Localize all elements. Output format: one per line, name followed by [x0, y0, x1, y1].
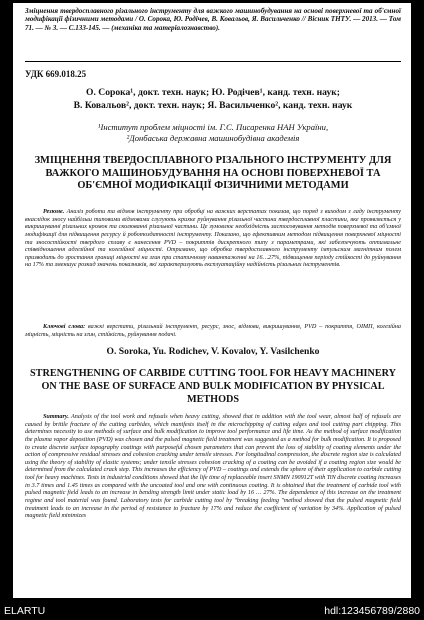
affiliations	[23, 122, 403, 143]
abstract-text: Аналіз роботи та відмов інструменту при обробці на важких верстатах показав, що поряд з виходом з ладу інструменту внаслідок зносу найбільш типовими відмовами слугують крихке руйнування різальної частини твердосплавної пластини, яке проявляється у викришуванні різальних кромок та сколюванні різальної частини. Це зумовлює необхідність застосовування методів поверхневої та об'ємної модифікації для підвищення ресурсу й роботоздатності інструменту. Показано, що ефективним методом підвищення поверхневої міцності та зносостійкості твердого сплаву є нанесення PVD – покриттів дискретного типу з параметрами, які забезпечують оптимальне співвідношення адгезійної та когезійної міцності. Отримано, що обробка твердосплавного інструменту імпульсним магнітним полем призводить до зростання границі міцності на згин при статичному навантаженні на 16…27%, підвищення періоду стійкості до руйнування на 17% та зменшує розкид значень показників, які характеризують експлуатаційну надійність різальних інструментів.	[25, 209, 401, 269]
keywords-ua	[25, 324, 401, 339]
handle-link[interactable]: hdl:123456789/2880	[324, 605, 420, 617]
authors-en: O. Soroka, Yu. Rodichev, V. Kovalov, Y. Vasilchenko	[106, 346, 320, 357]
affiliation-2: ²Донбаська державна машинобудівна академія	[126, 132, 300, 143]
summary-text: Analysis of the tool work and refusals when heavy cutting, showed that in addition with the tool wear, almost half of refusals are caused by brittle fracture of the cutting carbides, which manifests itself in the microchipping of cutting edges and tool cutting part chipping. This determines necessity to use methods of surface and bulk modification to improve tool performance and life time. As the method of surface modification the plasma vapor deposition (PVD) was chosen and the pulsed magnetic field treatment was suggested as a method for bulk modification. It is proposed to create discrete surface topography coatings with purposeful chosen parameters that can prevent the loss of stability of coating elements under the action of compressive residual stresses and cohesion cracking under tensile stresses. For longitudinal compression, the discrete region size is calculated using the theory of stability of elastic systems; under tensile stresses cohesion cracking of a coating can be avoided if a coating region size would be determined from the calculated crack step. This increases the efficiency of PVD – coatings and extends the sphere of their application to carbide cutting tool for heavy machines. Tests in industrial conditions showed that the life time of replaceable insert SNMN 190912T with TiN discrete coating increases in 3.7 times and 1.45 times as compared with the uncoated tool and one with continuous coating. It is obtained that the treatment of carbide tool with pulsed magnetic field leads to an increase in bending strength limit under static load by 16 … 27%. The dependence of this increase on the treatment regime and tool material was found. Laboratory tests for carbide cutting tool by "breaking feeding "method showed that the pulsed magnetic field treatment leads to an increase in the period of resistance to fracture by 17% and reduce the coefficient of variation by 34%. Application of pulsed magnetic field minimizes	[25, 414, 401, 520]
document-page	[13, 3, 411, 598]
authors-ua	[23, 87, 403, 112]
keywords-text: важкі верстати, різальний інструмент, ресурс, знос, відмови, викришування, PVD – покриття, ОІМП, когезійна міцність, міцність на згин, стійкість, руйнування подачі.	[25, 324, 401, 338]
summary-en	[25, 414, 401, 521]
keywords-label: Ключові слова:	[43, 324, 86, 330]
citation-header: Зміцнення твердосплавного різального інструменту для важкого машинобудування на основі поверхневої та об'ємної модифікації фізичними методами / О. Сорока, Ю. Родічев, В. Ковальов, Я. Васильченко // Вісник ТНТУ. — 2013. — Том 71. — № 3. — С.133-145. — (механіка та матеріалознавство).	[25, 7, 401, 32]
abstract-ua	[25, 209, 401, 270]
authors-line-2: В. Ковальов², докт. техн. наук; Я. Васильченко², канд. техн. наук	[73, 99, 353, 111]
udk-code: УДК 669.018.25	[25, 69, 87, 79]
abstract-label: Резюме.	[43, 209, 65, 215]
title-english: STRENGTHENING OF CARBIDE CUTTING TOOL FOR HEAVY MACHINERY ON THE BASE OF SURFACE AND BULK MODIFICATION BY PHYSICAL METHODS	[30, 368, 396, 406]
authors-line-1: О. Сорока¹, докт. техн. наук; Ю. Родічев¹, канд. техн. наук;	[86, 87, 340, 98]
repository-label: ELARTU	[4, 605, 46, 617]
title-ukrainian: ЗМІЦНЕННЯ ТВЕРДОСПЛАВНОГО РІЗАЛЬНОГО ІНСТРУМЕНТУ ДЛЯ ВАЖКОГО МАШИНОБУДУВАННЯ НА ОСНОВІ ПОВЕРХНЕВОЇ ТА ОБ'ЄМНОЇ МОДИФІКАЦІЇ ФІЗИЧНИМИ МЕТОДАМИ	[34, 155, 392, 192]
header-divider	[25, 61, 401, 62]
affiliation-1: ¹Інститут проблем міцності ім. Г.С. Писаренка НАН України,	[97, 122, 329, 132]
summary-label: Summary.	[43, 414, 69, 420]
